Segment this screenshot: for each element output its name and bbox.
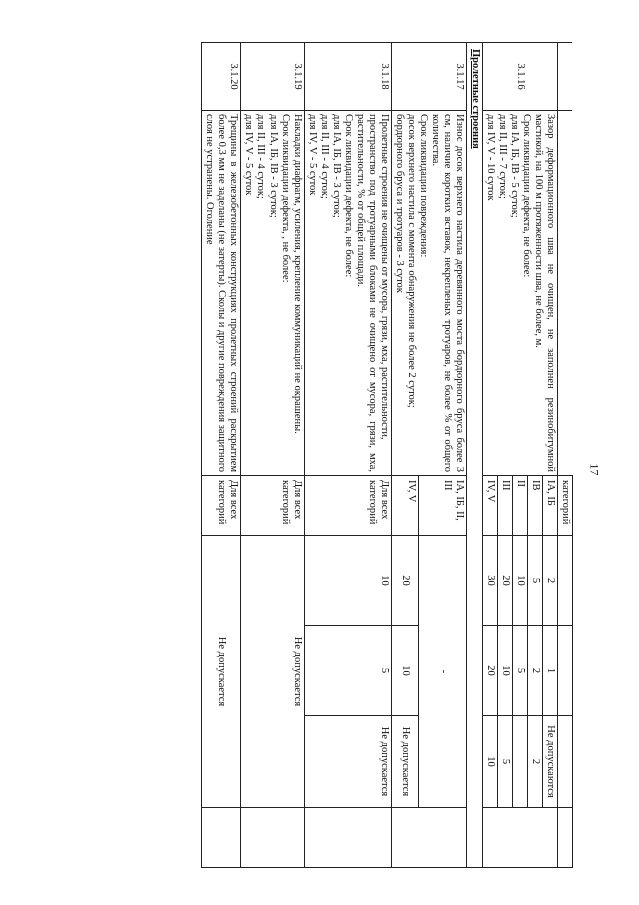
description-line: досок верхнего настила с момента обнаружения не более 2 суток; xyxy=(406,114,418,408)
row-description xyxy=(482,111,557,476)
category-cell: IA, IБ, II, III xyxy=(419,476,467,536)
description-line: Срок ликвидации дефекта, не более: xyxy=(520,114,532,278)
value-cell: 5 xyxy=(512,626,527,716)
rotated-table-sheet xyxy=(69,42,573,867)
value-cell: Не допускаются xyxy=(542,716,557,808)
description-line: для IV, V - 5 суток xyxy=(306,114,318,196)
description-line: для IV, V - 10 суток xyxy=(484,114,496,201)
value-cell: Не допускается xyxy=(304,716,391,808)
row-number: 3.1.18 xyxy=(304,43,391,111)
value-cell: 2 xyxy=(527,716,542,808)
category-cell: IA, IБ xyxy=(542,476,557,536)
value-cell: 10 xyxy=(392,626,419,716)
description-line: Зазор деформационного шва не очищен, не заполнен резинобитумной мастикой, на 100 м протяженности шва, не более, м. xyxy=(532,114,556,472)
table-row xyxy=(202,43,241,868)
description-line: для IA, IБ, IВ - 3 суток; xyxy=(330,114,342,218)
description-line: для II, III - 7 суток; xyxy=(496,114,508,199)
description-line: Трещины в железобетонных конструкциях пролетных строений раскрытием более 0,3 мм не заделаны (не затерты). Сколы и другие повреждения защитного слоя не устранены. Оголение xyxy=(204,114,240,472)
row-description xyxy=(202,111,241,476)
description-line: Срок ликвидации повреждения: xyxy=(418,114,430,258)
table-row xyxy=(241,43,304,868)
description-line: Износ досок верхнего настила деревянного моста бордюрного бруса более 3 см, наличие коротких вставок, некрепленых тротуаров, не более % от общего количества. xyxy=(430,114,466,472)
description-line: бордюрного бруса и тротуаров - 3 суток xyxy=(394,114,406,293)
category-header-cell: категорий xyxy=(557,476,572,536)
description-line: для IA, IБ, IВ - 3 суток; xyxy=(267,114,279,218)
category-cell: IВ xyxy=(527,476,542,536)
value-cell: 5 xyxy=(304,626,391,716)
table-row xyxy=(419,43,467,868)
table-row xyxy=(542,43,557,868)
value-cell: Не допускается xyxy=(392,716,419,808)
description-line: Пролетные строения не очищены от мусора, грязи, мха, растительности, xyxy=(379,114,391,440)
value-cell: 5 xyxy=(527,536,542,626)
description-line: Накладки диафрагм, усиления, крепление коммуникаций не окрашены. xyxy=(291,114,303,434)
row-description xyxy=(392,111,467,476)
page-number: 17 xyxy=(587,463,602,476)
category-cell: IV, V xyxy=(482,476,497,536)
value-cell: 2 xyxy=(542,536,557,626)
table-continuation-row xyxy=(557,43,572,868)
value-cell: 10 xyxy=(512,536,527,626)
category-cell: III xyxy=(497,476,512,536)
defects-table xyxy=(201,42,573,868)
value-cell: 5 xyxy=(497,716,512,808)
description-line: Срок ликвидации дефекта, , не более: xyxy=(279,114,291,283)
section-row xyxy=(467,43,482,868)
category-cell: Для всех категорий xyxy=(304,476,391,536)
value-cell: 20 xyxy=(497,536,512,626)
description-line: пространство под тротуарными блоками не очищено от мусора, грязи, мха, растительности, % от общей площади. xyxy=(355,114,379,472)
value-cell: 10 xyxy=(497,626,512,716)
description-line: Срок ликвидации дефекта, не более: xyxy=(342,114,354,278)
description-line: для II, III - 4 суток; xyxy=(318,114,330,199)
value-cell: 20 xyxy=(482,626,497,716)
row-description xyxy=(241,111,304,476)
value-cell: 30 xyxy=(482,536,497,626)
value-cell: 2 xyxy=(527,626,542,716)
description-line: для IA, IБ, IВ - 5 суток; xyxy=(508,114,520,218)
table-row xyxy=(304,43,391,868)
value-cell: - xyxy=(419,536,467,808)
description-line: для II, III - 4 суток; xyxy=(255,114,267,199)
value-cell: 10 xyxy=(482,716,497,808)
category-cell: Для всех категорий xyxy=(202,476,241,536)
category-cell: Для всех категорий xyxy=(241,476,304,536)
value-cell: 20 xyxy=(392,536,419,626)
row-number: 3.1.19 xyxy=(241,43,304,111)
value-cell: 1 xyxy=(542,626,557,716)
row-number: 3.1.17 xyxy=(392,43,467,111)
row-number: 3.1.16 xyxy=(482,43,557,111)
row-description xyxy=(304,111,391,476)
merged-value-cell: Не допускается xyxy=(241,536,304,808)
merged-value-cell: Не допускается xyxy=(202,536,241,808)
category-cell: II xyxy=(512,476,527,536)
section-title: Пролетные строения xyxy=(467,43,482,868)
row-number: 3.1.20 xyxy=(202,43,241,111)
description-line: для IV, V - 5 суток xyxy=(243,114,255,196)
value-cell: 10 xyxy=(304,536,391,626)
category-cell: IV, V xyxy=(392,476,419,536)
value-cell xyxy=(512,716,527,808)
